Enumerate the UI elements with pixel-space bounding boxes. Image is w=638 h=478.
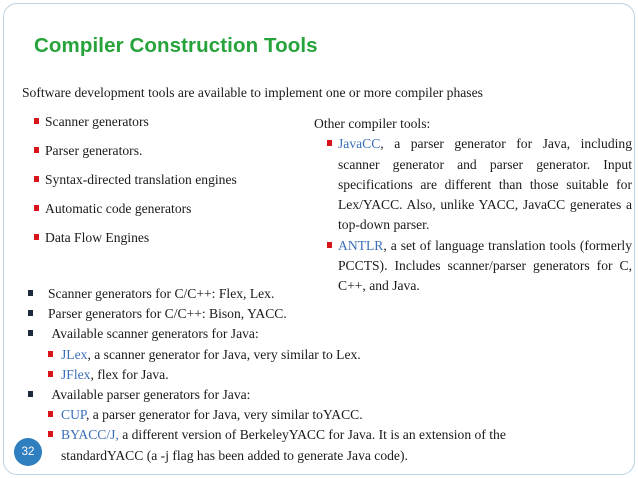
list-item [27,385,506,405]
list-item-label: Parser generators for C/C++: Bison, YACC. [48,306,287,322]
bullet-icon [34,205,39,211]
list-item [34,230,149,246]
slide-title: Compiler Construction Tools [34,34,318,57]
bullet-icon [28,290,33,296]
list-item-label: Scanner generators [45,114,149,129]
list-item-label: Syntax-directed translation engines [45,172,237,187]
list-item [27,425,506,445]
list-item-label: Data Flow Engines [45,230,150,245]
antlr-link[interactable]: ANTLR [338,237,384,253]
byaccj-description-continued: standardYACC (a -j flag has been added to generate Java code). [61,447,408,463]
list-item [34,143,142,159]
list-item-label: Scanner generators for C/C++: Flex, Lex. [48,286,275,301]
list-item [27,365,506,385]
other-tools-column [314,114,632,297]
bullet-icon [28,330,33,336]
bullet-icon [48,431,53,437]
byaccj-link[interactable]: BYACC/J, [61,427,119,443]
bullet-icon [34,118,39,124]
bullet-icon [327,140,332,146]
list-item-label: Available parser generators for Java: [51,387,251,403]
list-item [34,201,191,217]
cup-description: , a parser generator for Java, very similar toYACC. [85,407,363,423]
bullet-icon [34,234,39,240]
bullet-icon [34,147,39,153]
list-item [27,324,506,344]
byaccj-description: a different version of BerkeleyYACC for Java. It is an extension of the [118,427,506,443]
javacc-description: , a parser generator for Java, including scanner generator and parser generator. Input specifications are different than those suitable for Lex/YACC. Also, unlike YACC, JavaCC generates a top-down parser. [338,136,632,233]
bullet-icon [48,351,53,357]
list-item [27,345,506,365]
bullet-icon [28,391,33,397]
antlr-description: , a set of language translation tools (formerly PCCTS). Includes scanner/parser generators for C, C++, and Java. [338,237,632,294]
list-item-label: Automatic code generators [45,201,192,216]
page-number-badge: 32 [14,438,42,466]
cup-link[interactable]: CUP [61,407,86,423]
list-item [34,172,237,188]
intro-text: Software development tools are available to implement one or more compiler phases [22,85,483,100]
generators-list [27,284,506,466]
bullet-icon [48,411,53,417]
jflex-description: , flex for Java. [90,366,169,382]
other-tools-heading: Other compiler tools: [314,116,431,131]
bullet-icon [34,176,39,182]
jflex-link[interactable]: JFlex [61,366,91,382]
list-item [314,134,632,235]
javacc-link[interactable]: JavaCC [338,136,381,152]
jlex-description: , a scanner generator for Java, very similar to Lex. [87,346,361,362]
list-item-label: Parser generators. [45,143,143,158]
list-item [27,405,506,425]
list-item [27,284,506,304]
jlex-link[interactable]: JLex [61,346,88,362]
bullet-icon [28,310,33,316]
list-item-label: Available scanner generators for Java: [51,326,259,342]
list-item [34,114,149,130]
bullet-icon [327,242,332,248]
list-item [27,304,506,324]
bullet-icon [48,371,53,377]
